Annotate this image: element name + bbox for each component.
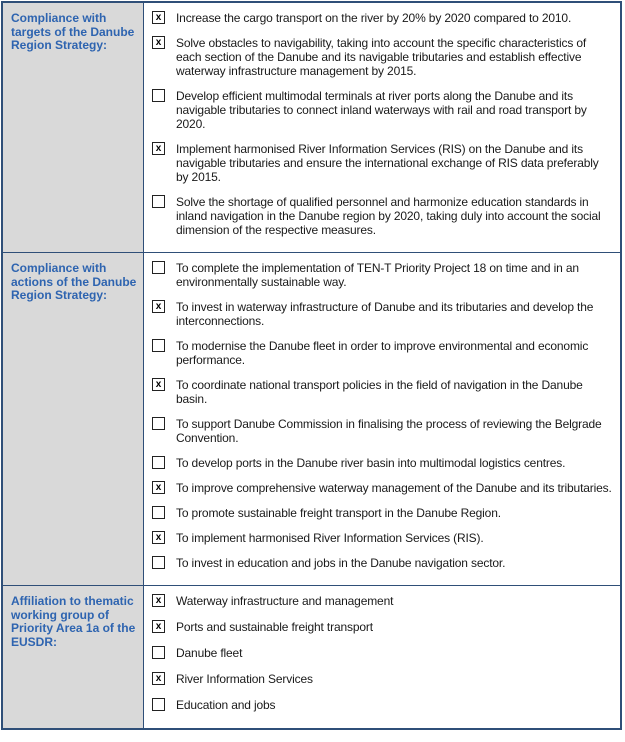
checkbox-item[interactable] (151, 261, 614, 289)
checkbox-icon[interactable] (152, 261, 165, 274)
item-text: To promote sustainable freight transport in the Danube Region. (176, 506, 501, 520)
item-text: To modernise the Danube fleet in order to improve environmental and economic performance. (176, 339, 589, 367)
checkbox-item[interactable] (151, 620, 614, 634)
checkbox-icon[interactable]: x (152, 11, 165, 24)
item-text: Develop efficient multimodal terminals at river ports along the Danube and its navigable tributaries to connect inland waterways with rail and road transport by 2020. (176, 89, 587, 131)
checkbox-icon[interactable]: x (152, 36, 165, 49)
checkbox-item[interactable] (151, 142, 614, 184)
item-text: To coordinate national transport policies in the field of navigation in the Danube basin. (176, 378, 583, 406)
item-text: Ports and sustainable freight transport (176, 620, 373, 634)
item-text: To support Danube Commission in finalising the process of reviewing the Belgrade Convention. (176, 417, 602, 445)
checkbox-icon[interactable]: x (152, 620, 165, 633)
section-actions (2, 253, 621, 586)
compliance-table (1, 1, 622, 730)
section-items (144, 586, 622, 730)
item-text: River Information Services (176, 672, 313, 686)
checkbox-item[interactable] (151, 481, 614, 495)
checkbox-icon[interactable] (152, 698, 165, 711)
item-text: To invest in waterway infrastructure of Danube and its tributaries and develop the interconnections. (176, 300, 594, 328)
section-items (144, 2, 622, 253)
checkbox-icon[interactable]: x (152, 531, 165, 544)
item-text: Implement harmonised River Information Services (RIS) on the Danube and its navigable tributaries and ensure the international exchange of RIS data preferably by 2015. (176, 142, 599, 184)
item-text: To improve comprehensive waterway management of the Danube and its tributaries. (176, 481, 612, 495)
item-text: To develop ports in the Danube river basin into multimodal logistics centres. (176, 456, 566, 470)
checkbox-item[interactable] (151, 556, 614, 570)
checkbox-icon[interactable] (152, 506, 165, 519)
checkbox-item[interactable] (151, 300, 614, 328)
item-text: Waterway infrastructure and management (176, 594, 394, 608)
checkbox-item[interactable] (151, 36, 614, 78)
item-text: Education and jobs (176, 698, 276, 712)
checkbox-icon[interactable]: x (152, 300, 165, 313)
checkbox-item[interactable] (151, 11, 614, 25)
item-text: Increase the cargo transport on the river by 20% by 2020 compared to 2010. (176, 11, 572, 25)
checkbox-icon[interactable]: x (152, 672, 165, 685)
checkbox-item[interactable] (151, 195, 614, 237)
section-label: Affiliation to thematic working group of Priority Area 1a of the EUSDR: (2, 586, 144, 730)
checkbox-item[interactable] (151, 506, 614, 520)
checkbox-item[interactable] (151, 672, 614, 686)
checkbox-icon[interactable] (152, 556, 165, 569)
checkbox-icon[interactable]: x (152, 594, 165, 607)
item-text: Solve the shortage of qualified personnel and harmonize education standards in inland navigation in the Danube region by 2020, taking duly into account the social dimension of the respective measures. (176, 195, 601, 237)
checkbox-icon[interactable] (152, 195, 165, 208)
section-label: Compliance with targets of the Danube Region Strategy: (2, 2, 144, 253)
item-text: Danube fleet (176, 646, 243, 660)
checkbox-icon[interactable] (152, 89, 165, 102)
checkbox-icon[interactable]: x (152, 142, 165, 155)
checkbox-item[interactable] (151, 339, 614, 367)
section-items (144, 253, 622, 586)
checkbox-icon[interactable] (152, 339, 165, 352)
checkbox-icon[interactable] (152, 646, 165, 659)
section-label: Compliance with actions of the Danube Region Strategy: (2, 253, 144, 586)
checkbox-item[interactable] (151, 89, 614, 131)
item-text: To complete the implementation of TEN-T Priority Project 18 on time and in an environmentally sustainable way. (176, 261, 579, 289)
checkbox-icon[interactable] (152, 456, 165, 469)
checkbox-item[interactable] (151, 594, 614, 608)
checkbox-item[interactable] (151, 378, 614, 406)
section-affiliation (2, 586, 621, 730)
checkbox-item[interactable] (151, 698, 614, 712)
checkbox-item[interactable] (151, 531, 614, 545)
item-text: To invest in education and jobs in the Danube navigation sector. (176, 556, 506, 570)
checkbox-icon[interactable] (152, 417, 165, 430)
checkbox-item[interactable] (151, 456, 614, 470)
checkbox-item[interactable] (151, 646, 614, 660)
item-text: To implement harmonised River Information Services (RIS). (176, 531, 484, 545)
checkbox-item[interactable] (151, 417, 614, 445)
section-targets (2, 2, 621, 253)
checkbox-icon[interactable]: x (152, 481, 165, 494)
item-text: Solve obstacles to navigability, taking into account the specific characteristics of each section of the Danube and its navigable tributaries and establish effective waterway infrastructure management by 2015. (176, 36, 587, 78)
checkbox-icon[interactable]: x (152, 378, 165, 391)
